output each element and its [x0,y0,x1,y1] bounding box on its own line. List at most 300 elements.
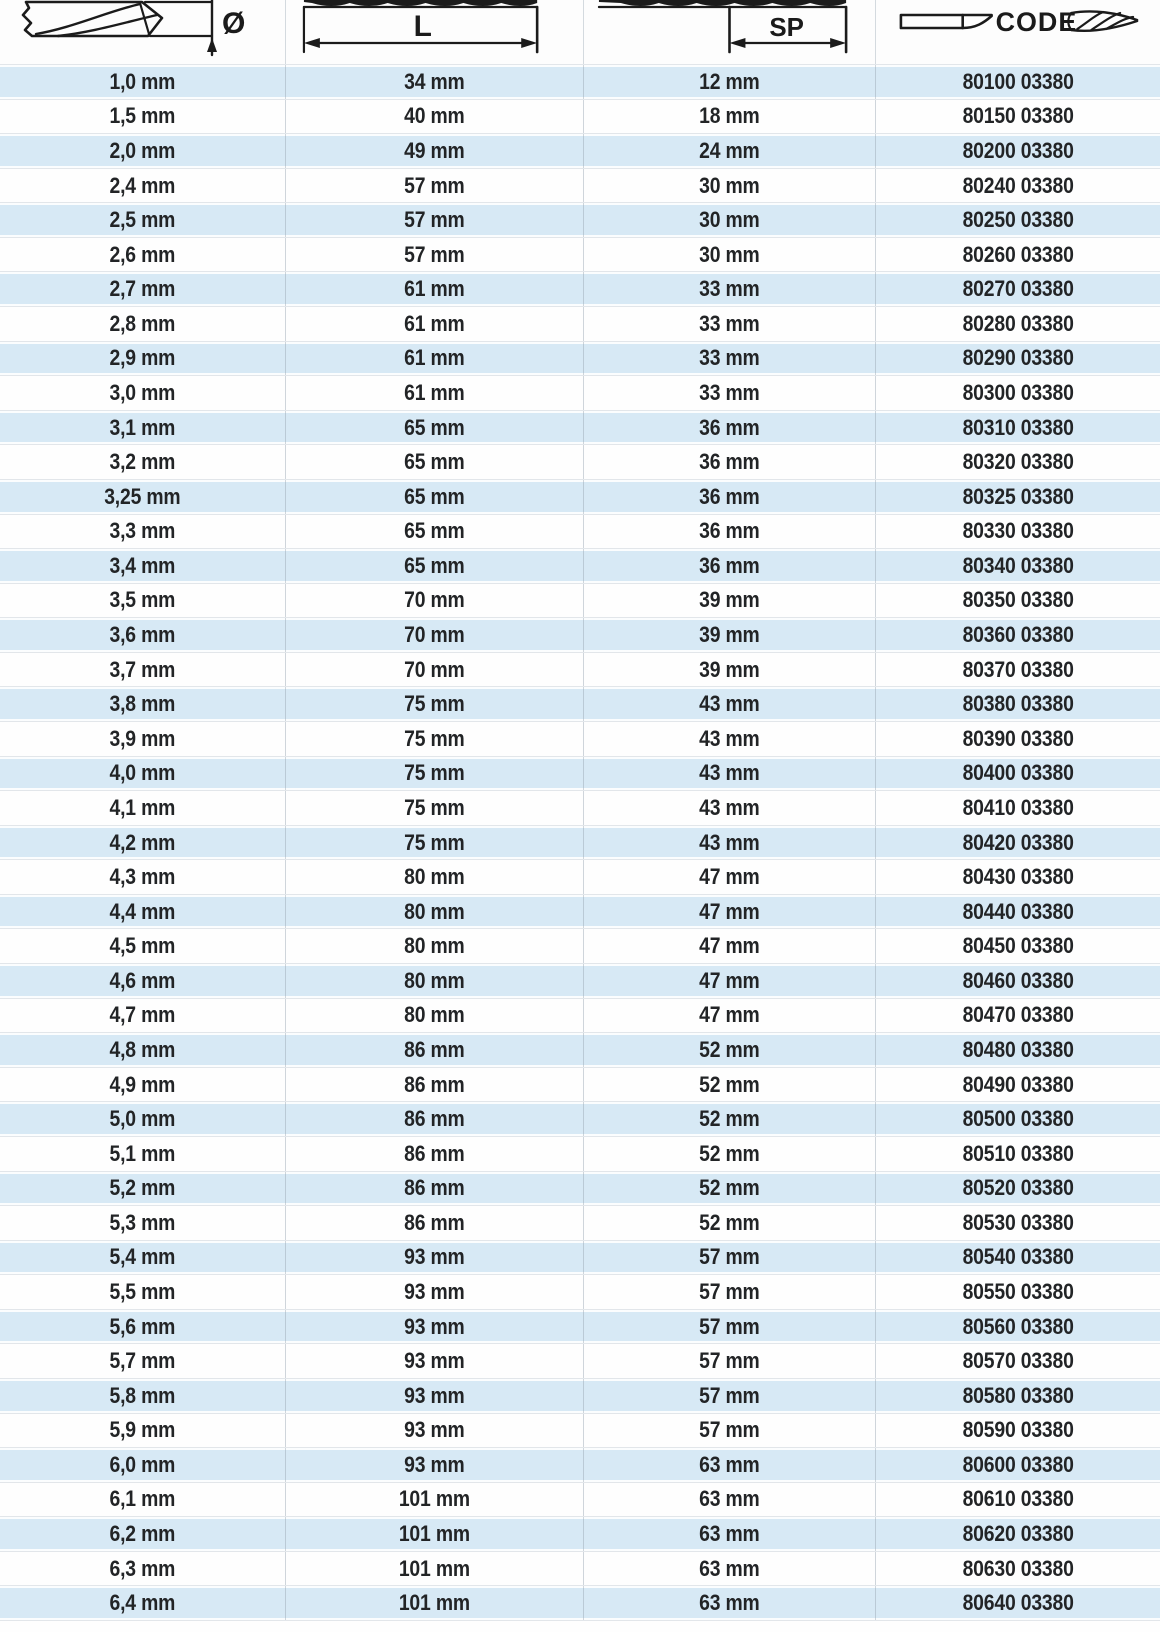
code-cell [875,169,1160,203]
spiral-cell [583,169,875,203]
drill-length-icon [286,0,583,64]
diameter-cell [0,860,285,894]
spiral-cell-text: 36 mm [699,483,760,509]
length-cell [285,826,583,860]
code-cell-text: 80630 03380 [962,1555,1074,1581]
length-cell [285,549,583,583]
spiral-cell-text: 30 mm [699,207,760,233]
spiral-cell-text: 39 mm [699,656,760,682]
code-cell [875,134,1160,168]
code-cell [875,999,1160,1033]
length-cell [285,757,583,791]
spiral-cell-text: 57 mm [699,1382,760,1408]
table-row [0,686,1160,721]
table-row [0,1274,1160,1309]
diameter-cell-text: 2,7 mm [109,276,176,302]
table-row [0,859,1160,894]
diameter-cell [0,618,285,652]
spiral-cell [583,549,875,583]
code-cell [875,757,1160,791]
code-cell [875,1137,1160,1171]
length-cell-text: 93 mm [404,1348,465,1374]
length-cell [285,1344,583,1378]
code-cell [875,1379,1160,1413]
code-cell-text: 80100 03380 [962,68,1074,94]
table-row [0,1240,1160,1275]
spiral-cell-text: 52 mm [699,1209,760,1235]
code-cell [875,929,1160,963]
diameter-cell [0,1241,285,1275]
spiral-cell-text: 43 mm [699,829,760,855]
code-cell [875,307,1160,341]
code-cell-text: 80600 03380 [962,1451,1074,1477]
spiral-cell-text: 52 mm [699,1175,760,1201]
code-cell [875,1275,1160,1309]
table-row [0,444,1160,479]
length-cell [285,1137,583,1171]
spiral-cell-text: 30 mm [699,172,760,198]
table-row [0,963,1160,998]
spiral-cell [583,411,875,445]
code-cell-text: 80500 03380 [962,1106,1074,1132]
spiral-cell [583,238,875,272]
length-cell [285,653,583,687]
spiral-cell [583,687,875,721]
spiral-cell-text: 47 mm [699,898,760,924]
diameter-cell-text: 4,3 mm [109,864,176,890]
code-cell-text: 80390 03380 [962,725,1074,751]
code-cell-text: 80280 03380 [962,310,1074,336]
code-cell [875,342,1160,376]
code-cell-text: 80590 03380 [962,1417,1074,1443]
length-cell [285,1483,583,1517]
length-cell [285,134,583,168]
code-cell [875,1517,1160,1551]
drill-code-icon [876,0,1160,64]
diameter-cell-text: 5,9 mm [109,1417,176,1443]
length-cell-text: 93 mm [404,1382,465,1408]
diameter-cell-text: 5,2 mm [109,1175,176,1201]
spiral-cell [583,1310,875,1344]
diameter-cell-text: 3,0 mm [109,379,176,405]
diameter-cell-text: 3,2 mm [109,449,176,475]
spiral-cell [583,826,875,860]
length-cell [285,618,583,652]
spiral-cell [583,342,875,376]
diameter-cell-text: 3,5 mm [109,587,176,613]
spiral-cell [583,1102,875,1136]
length-cell [285,584,583,618]
spiral-cell-text: 52 mm [699,1106,760,1132]
diameter-cell-text: 5,1 mm [109,1140,176,1166]
code-cell-text: 80520 03380 [962,1175,1074,1201]
length-cell [285,1102,583,1136]
length-cell-text: 49 mm [404,137,465,163]
code-cell-text: 80540 03380 [962,1244,1074,1270]
spiral-cell-text: 57 mm [699,1417,760,1443]
diameter-cell [0,549,285,583]
spiral-cell-text: 43 mm [699,794,760,820]
code-cell-text: 80510 03380 [962,1140,1074,1166]
diameter-cell-text: 5,4 mm [109,1244,176,1270]
code-cell-text: 80200 03380 [962,137,1074,163]
length-cell [285,65,583,99]
length-cell-text: 57 mm [404,207,465,233]
diameter-cell-text: 2,8 mm [109,310,176,336]
table-row [0,1032,1160,1067]
table-row [0,998,1160,1033]
length-cell-text: 93 mm [404,1313,465,1339]
table-row [0,825,1160,860]
table-row [0,1136,1160,1171]
code-cell [875,1206,1160,1240]
length-cell-text: 75 mm [404,760,465,786]
code-cell [875,895,1160,929]
length-cell-text: 101 mm [398,1521,471,1547]
diameter-cell [0,757,285,791]
spiral-cell-text: 18 mm [699,103,760,129]
spiral-cell [583,1344,875,1378]
diameter-cell [0,791,285,825]
spiral-cell-text: 47 mm [699,1002,760,1028]
code-cell [875,1102,1160,1136]
table-row [0,64,1160,99]
spiral-cell [583,722,875,756]
spiral-cell [583,929,875,963]
length-cell [285,238,583,272]
spiral-cell-text: 43 mm [699,725,760,751]
spiral-cell [583,791,875,825]
length-cell-text: 65 mm [404,518,465,544]
code-cell-text: 80360 03380 [962,622,1074,648]
code-cell-text: 80560 03380 [962,1313,1074,1339]
spiral-cell-text: 30 mm [699,241,760,267]
length-cell [285,1586,583,1620]
diameter-cell [0,964,285,998]
code-cell-text: 80250 03380 [962,207,1074,233]
diameter-cell-text: 3,25 mm [104,483,181,509]
length-cell-text: 101 mm [398,1555,471,1581]
code-cell [875,1344,1160,1378]
length-cell [285,1414,583,1448]
code-cell-text: 80620 03380 [962,1521,1074,1547]
diameter-cell-text: 3,3 mm [109,518,176,544]
length-symbol: L [413,9,432,44]
diameter-cell-text: 6,0 mm [109,1451,176,1477]
code-cell-text: 80400 03380 [962,760,1074,786]
code-cell [875,1483,1160,1517]
table-row [0,1309,1160,1344]
spiral-cell [583,757,875,791]
length-cell-text: 70 mm [404,587,465,613]
length-cell-text: 75 mm [404,691,465,717]
length-cell [285,895,583,929]
code-cell [875,515,1160,549]
code-cell-text: 80490 03380 [962,1071,1074,1097]
code-cell [875,1241,1160,1275]
diameter-cell [0,1448,285,1482]
spiral-cell-text: 47 mm [699,967,760,993]
diameter-cell [0,1483,285,1517]
spiral-cell [583,1517,875,1551]
code-cell-text: 80530 03380 [962,1209,1074,1235]
length-cell-text: 80 mm [404,967,465,993]
table-row [0,99,1160,134]
code-cell [875,1310,1160,1344]
length-cell-text: 61 mm [404,310,465,336]
code-cell-text: 80570 03380 [962,1348,1074,1374]
table-row [0,652,1160,687]
length-cell-text: 86 mm [404,1209,465,1235]
diameter-cell-text: 4,5 mm [109,933,176,959]
spiral-cell-text: 57 mm [699,1348,760,1374]
table-row [0,514,1160,549]
spiral-cell-text: 36 mm [699,414,760,440]
code-cell-text: 80460 03380 [962,967,1074,993]
diameter-cell [0,895,285,929]
code-cell [875,860,1160,894]
length-cell [285,1275,583,1309]
length-cell-text: 57 mm [404,172,465,198]
code-cell-text: 80290 03380 [962,345,1074,371]
partial-next-row [0,1620,1160,1632]
table-row [0,133,1160,168]
diameter-cell [0,826,285,860]
diameter-cell [0,653,285,687]
spiral-cell-text: 47 mm [699,864,760,890]
spiral-cell [583,1033,875,1067]
code-cell-text: 80300 03380 [962,379,1074,405]
diameter-cell-text: 6,1 mm [109,1486,176,1512]
code-cell-text: 80380 03380 [962,691,1074,717]
code-cell-text: 80325 03380 [962,483,1074,509]
spiral-cell-text: 39 mm [699,622,760,648]
diameter-cell-text: 4,1 mm [109,794,176,820]
length-cell [285,376,583,410]
code-cell [875,203,1160,237]
code-cell-text: 80610 03380 [962,1486,1074,1512]
code-cell-text: 80580 03380 [962,1382,1074,1408]
table-row [0,1516,1160,1551]
spiral-cell-text: 52 mm [699,1071,760,1097]
spiral-cell-text: 43 mm [699,760,760,786]
length-cell [285,722,583,756]
code-cell-text: 80640 03380 [962,1590,1074,1616]
length-cell-text: 93 mm [404,1451,465,1477]
table-row [0,341,1160,376]
diameter-cell [0,584,285,618]
code-cell [875,1068,1160,1102]
table-row [0,1343,1160,1378]
length-cell [285,411,583,445]
table-row [0,237,1160,272]
length-cell-text: 65 mm [404,552,465,578]
length-cell-text: 80 mm [404,933,465,959]
diameter-cell [0,272,285,306]
diameter-cell-text: 1,5 mm [109,103,176,129]
spiral-cell [583,1241,875,1275]
code-cell [875,964,1160,998]
code-cell [875,480,1160,514]
table-row [0,1551,1160,1586]
length-cell-text: 86 mm [404,1140,465,1166]
code-cell-text: 80430 03380 [962,864,1074,890]
diameter-cell [0,1172,285,1206]
length-cell [285,687,583,721]
spiral-cell [583,515,875,549]
spiral-cell [583,100,875,134]
spiral-cell [583,584,875,618]
diameter-cell-text: 2,4 mm [109,172,176,198]
length-cell [285,100,583,134]
spiral-cell [583,1414,875,1448]
diameter-cell [0,1033,285,1067]
code-cell-text: 80410 03380 [962,794,1074,820]
length-cell [285,1448,583,1482]
drill-tip-diameter-icon [0,0,285,64]
length-cell-text: 61 mm [404,276,465,302]
length-cell-text: 65 mm [404,449,465,475]
table-row [0,202,1160,237]
code-cell [875,687,1160,721]
length-cell-text: 93 mm [404,1279,465,1305]
drill-spiral-length-icon [584,0,875,64]
table-row [0,1205,1160,1240]
diameter-cell-text: 4,9 mm [109,1071,176,1097]
spiral-cell [583,1379,875,1413]
table-header [0,0,1160,64]
code-cell-text: 80310 03380 [962,414,1074,440]
spiral-cell-text: 63 mm [699,1555,760,1581]
length-cell [285,203,583,237]
spiral-cell [583,376,875,410]
length-cell [285,445,583,479]
spiral-cell-text: 52 mm [699,1036,760,1062]
code-cell [875,411,1160,445]
spiral-cell [583,895,875,929]
length-cell-text: 75 mm [404,794,465,820]
code-cell-text: 80150 03380 [962,103,1074,129]
length-cell-text: 75 mm [404,829,465,855]
diameter-cell-text: 1,0 mm [109,68,176,94]
spiral-cell-text: 24 mm [699,137,760,163]
table-row [0,410,1160,445]
length-cell-text: 65 mm [404,414,465,440]
spiral-cell [583,860,875,894]
diameter-cell-text: 5,6 mm [109,1313,176,1339]
code-cell-text: 80240 03380 [962,172,1074,198]
code-cell [875,238,1160,272]
table-row [0,1067,1160,1102]
length-cell-text: 80 mm [404,898,465,924]
diameter-cell [0,722,285,756]
length-cell-text: 70 mm [404,622,465,648]
spiral-cell [583,1137,875,1171]
spiral-cell-text: 36 mm [699,518,760,544]
diameter-cell-text: 2,9 mm [109,345,176,371]
length-cell [285,860,583,894]
spiral-cell [583,1552,875,1586]
length-cell-text: 65 mm [404,483,465,509]
spiral-cell [583,999,875,1033]
spiral-cell [583,307,875,341]
length-cell [285,1033,583,1067]
diameter-cell-text: 5,7 mm [109,1348,176,1374]
length-cell [285,1068,583,1102]
code-cell [875,1552,1160,1586]
diameter-cell [0,1310,285,1344]
code-cell [875,584,1160,618]
diameter-cell-text: 3,9 mm [109,725,176,751]
length-cell-text: 101 mm [398,1590,471,1616]
table-row [0,306,1160,341]
diameter-cell [0,307,285,341]
table-row [0,1482,1160,1517]
diameter-cell [0,515,285,549]
length-cell-text: 93 mm [404,1417,465,1443]
length-cell [285,791,583,825]
length-cell-text: 40 mm [404,103,465,129]
diameter-cell-text: 4,6 mm [109,967,176,993]
code-cell [875,376,1160,410]
table-row [0,1378,1160,1413]
code-cell [875,100,1160,134]
spiral-cell-text: 63 mm [699,1451,760,1477]
length-cell-text: 80 mm [404,864,465,890]
code-cell [875,1586,1160,1620]
table-row [0,1101,1160,1136]
length-cell-text: 86 mm [404,1175,465,1201]
length-cell [285,1379,583,1413]
diameter-cell [0,100,285,134]
diameter-cell [0,238,285,272]
table-row [0,1447,1160,1482]
code-cell [875,65,1160,99]
diameter-cell [0,1102,285,1136]
spiral-cell-text: 36 mm [699,552,760,578]
diameter-cell-text: 6,4 mm [109,1590,176,1616]
length-cell [285,1241,583,1275]
spiral-cell-text: 39 mm [699,587,760,613]
code-cell [875,1414,1160,1448]
spiral-cell-text: 63 mm [699,1486,760,1512]
diameter-cell [0,687,285,721]
length-cell-text: 101 mm [398,1486,471,1512]
diameter-cell-text: 2,5 mm [109,207,176,233]
spiral-cell [583,653,875,687]
spiral-symbol: SP [769,13,804,43]
table-row [0,721,1160,756]
spiral-cell [583,1586,875,1620]
code-cell-text: 80320 03380 [962,449,1074,475]
diameter-symbol: Ø [222,7,246,40]
code-cell [875,272,1160,306]
spiral-cell-text: 36 mm [699,449,760,475]
code-cell-text: 80270 03380 [962,276,1074,302]
spiral-cell-text: 47 mm [699,933,760,959]
diameter-cell [0,480,285,514]
diameter-cell [0,376,285,410]
table-row [0,1413,1160,1448]
spiral-cell-text: 57 mm [699,1313,760,1339]
diameter-cell [0,929,285,963]
code-cell [875,826,1160,860]
code-cell [875,1033,1160,1067]
spiral-cell [583,203,875,237]
diameter-cell [0,203,285,237]
length-cell-text: 61 mm [404,379,465,405]
diameter-cell [0,342,285,376]
